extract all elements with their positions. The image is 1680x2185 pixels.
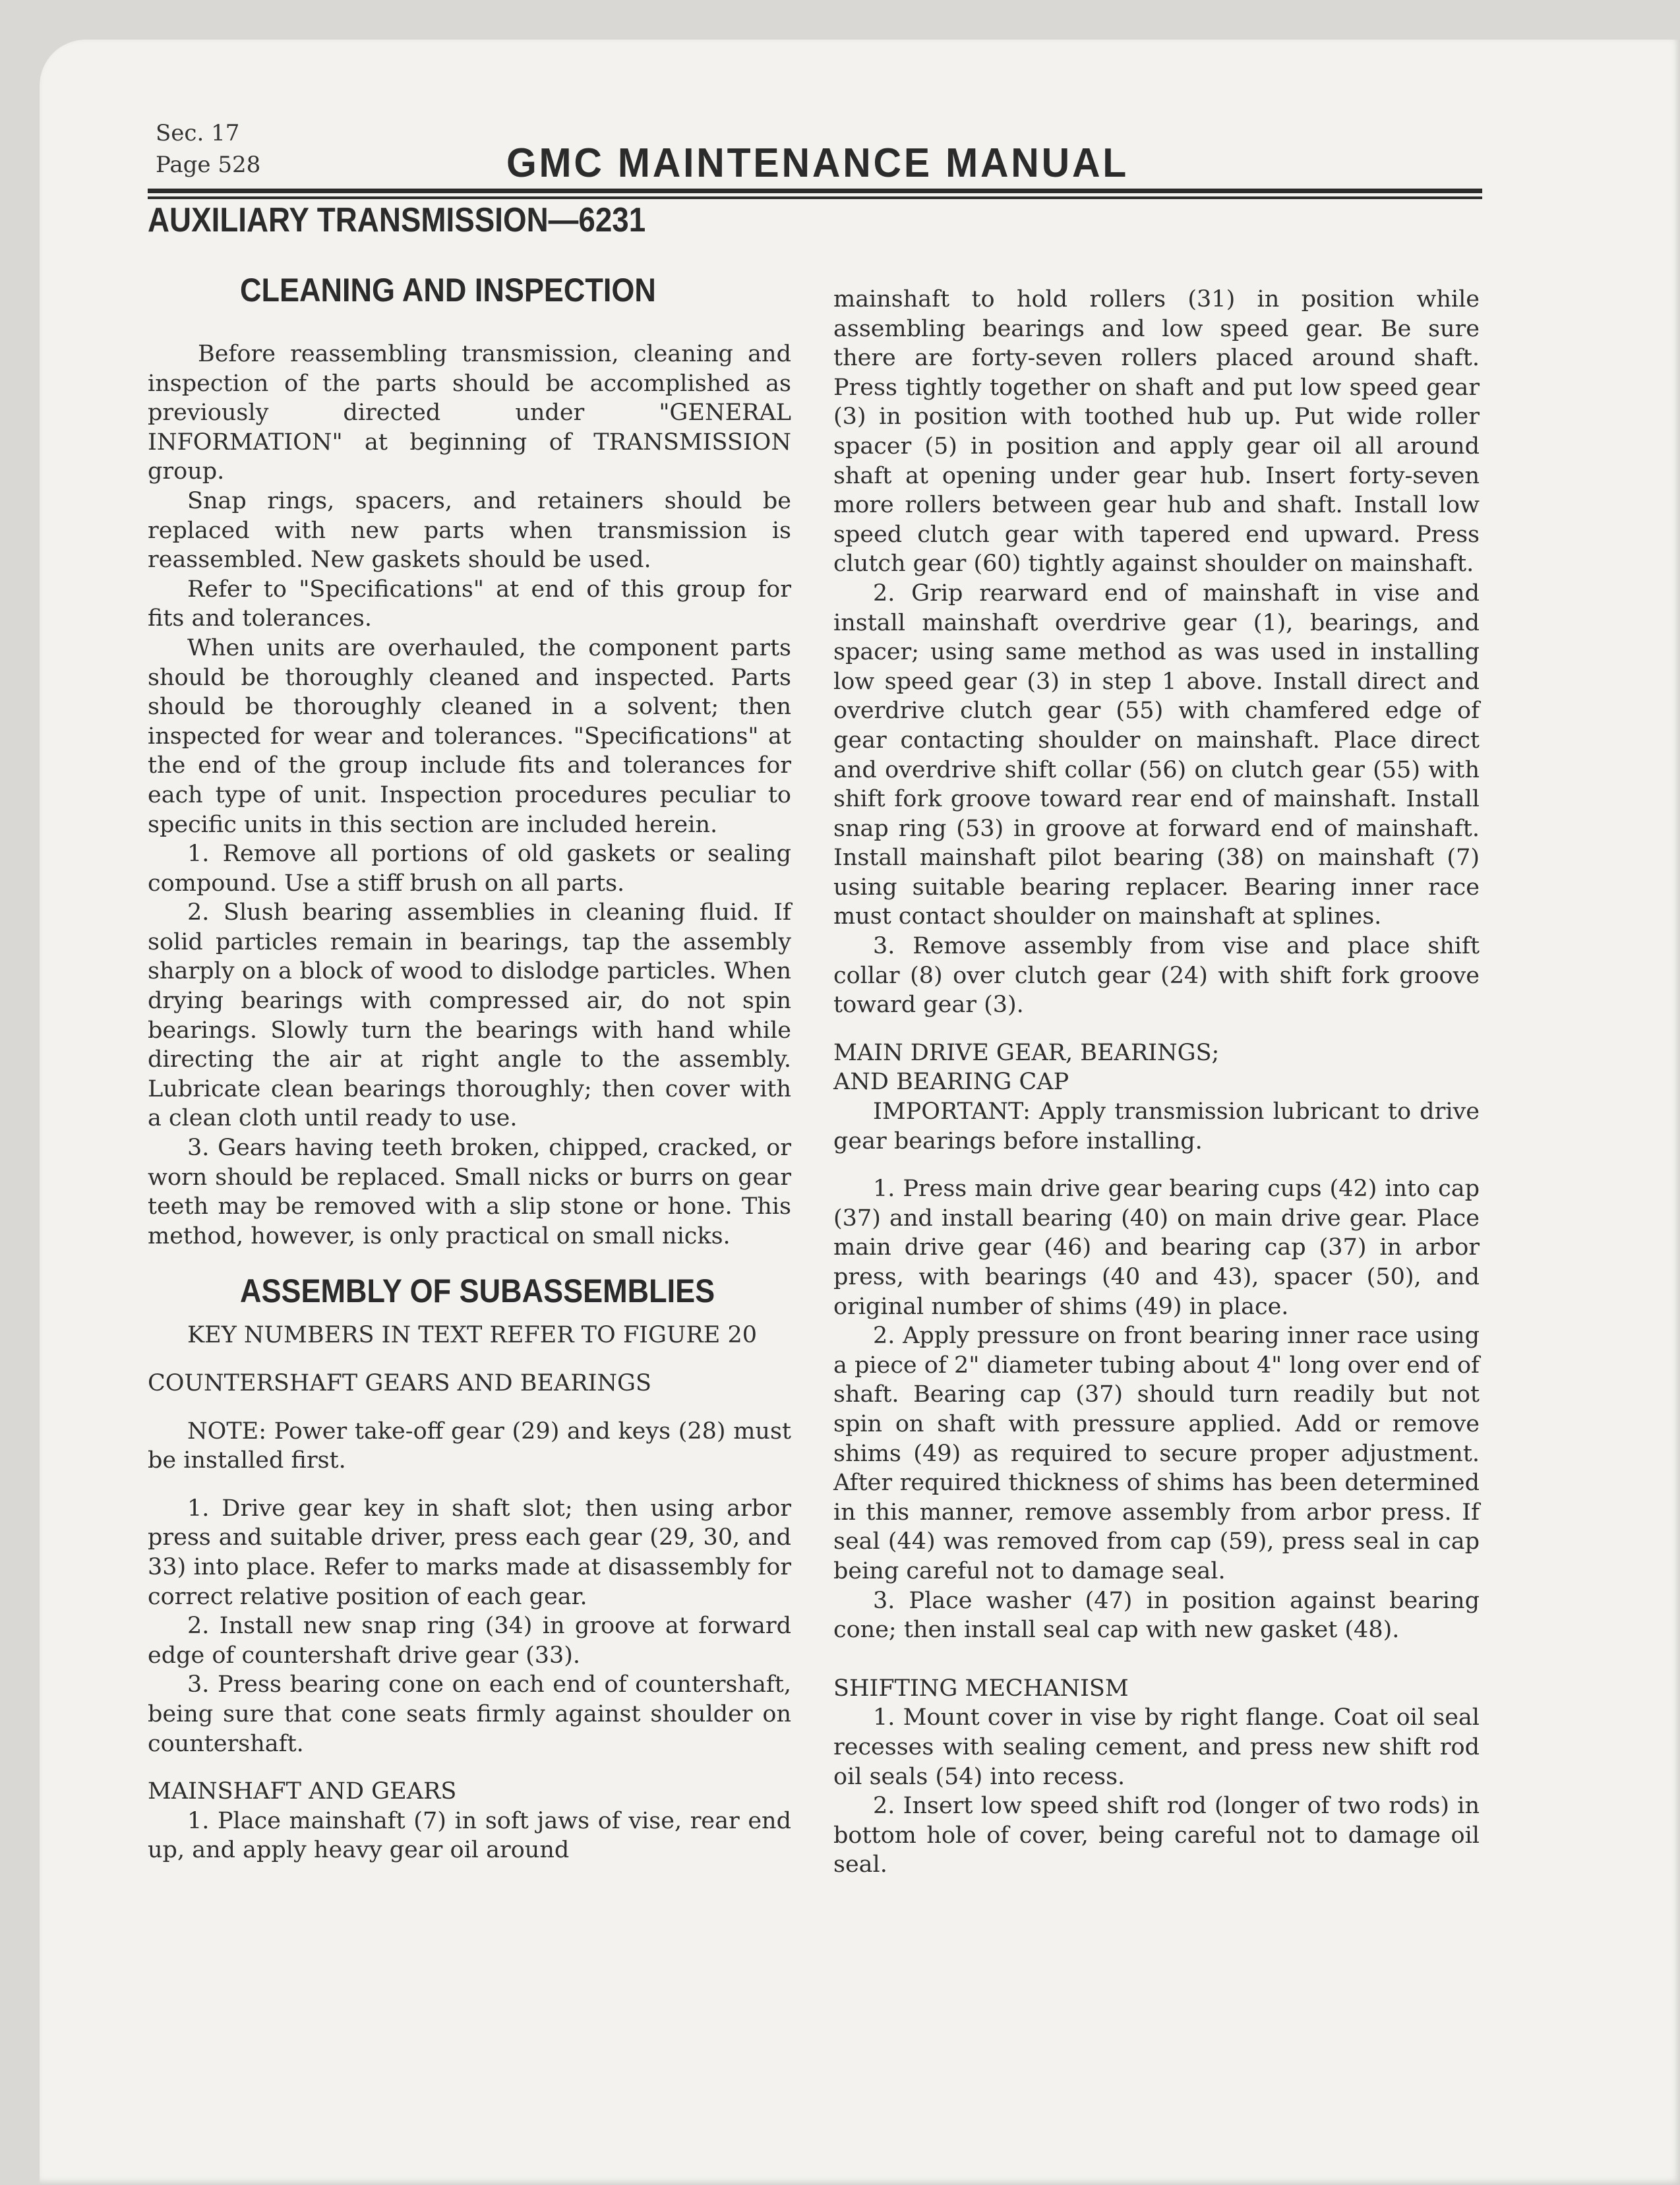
header-rule	[148, 196, 1482, 199]
paragraph: IMPORTANT: Apply transmission lubricant to drive gear bearings before installing.	[833, 1098, 1480, 1154]
paragraph: 3. Remove assembly from vise and place shift collar (8) over clutch gear (24) with shift fork groove toward gear (3).	[833, 933, 1480, 1019]
paragraph: 1. Drive gear key in shaft slot; then using arbor press and suitable driver, press each gear (29, 30, and 33) into place. Refer to marks made at disassembly for correct relative position of each gear.	[148, 1495, 791, 1610]
paragraph: 1. Place mainshaft (7) in soft jaws of vise, rear end up, and apply heavy gear oil around	[148, 1807, 791, 1864]
paragraph: KEY NUMBERS IN TEXT REFER TO FIGURE 20	[187, 1322, 757, 1349]
paragraph: 2. Install new snap ring (34) in groove at forward edge of countershaft drive gear (33).	[148, 1613, 791, 1669]
section-page-label	[156, 117, 260, 181]
subsection-heading: COUNTERSHAFT GEARS AND BEARINGS	[148, 1370, 651, 1396]
paragraph: Before reassembling transmission, cleaning and inspection of the parts should be accomplished as previously directed under "GENERAL INFORMATION" at beginning of TRANSMISSION group.	[148, 341, 791, 485]
subsection-heading: AND BEARING CAP	[833, 1069, 1069, 1096]
paragraph: 1. Mount cover in vise by right flange. Coat oil seal recesses with sealing cement, and press new shift rod oil seals (54) into recess.	[833, 1704, 1480, 1790]
paragraph: 3. Press bearing cone on each end of countershaft, being sure that cone seats firmly against shoulder on countershaft.	[148, 1671, 791, 1757]
manual-title: GMC MAINTENANCE MANUAL	[506, 140, 1129, 186]
section-heading: CLEANING AND INSPECTION	[240, 272, 656, 309]
paragraph: 1. Press main drive gear bearing cups (42) into cap (37) and install bearing (40) on main drive gear. Place main drive gear (46) and bearing cap (37) in arbor press, with bearings (40 and 43), spacer (50), and original number of shims (49) in place.	[833, 1176, 1480, 1320]
subsection-heading: SHIFTING MECHANISM	[833, 1675, 1129, 1702]
paragraph: 2. Insert low speed shift rod (longer of two rods) in bottom hole of cover, being careful not to damage oil seal.	[833, 1793, 1480, 1878]
paragraph: 2. Grip rearward end of mainshaft in vise and install mainshaft overdrive gear (1), bearings, and spacer; using same method as was used in installing low speed gear (3) in step 1 above. Install direct and overdrive clutch gear (55) with chamfered edge of gear contacting shoulder on mainshaft. Place direct and overdrive shift collar (56) on clutch gear (55) with shift fork groove toward rear end of mainshaft. Install snap ring (53) in groove at forward end of mainshaft. Install mainshaft pilot bearing (38) on mainshaft (7) using suitable bearing replacer. Bearing inner race must contact shoulder on mainshaft at splines.	[833, 580, 1480, 930]
subsection-heading: MAIN DRIVE GEAR, BEARINGS;	[833, 1039, 1220, 1066]
subsection-heading: MAINSHAFT AND GEARS	[148, 1778, 457, 1805]
paragraph: Refer to "Specifications" at end of this group for fits and tolerances.	[148, 576, 791, 632]
chapter-title: AUXILIARY TRANSMISSION—6231	[148, 201, 646, 239]
paragraph: 3. Place washer (47) in position against bearing cone; then install seal cap with new gasket (48).	[833, 1587, 1480, 1644]
paragraph: NOTE: Power take-off gear (29) and keys (28) must be installed first.	[148, 1418, 791, 1474]
paragraph: mainshaft to hold rollers (31) in position while assembling bearings and low speed gear. Be sure there are forty-seven rollers placed around shaft. Press tightly together on shaft and put low speed gear (3) in position with toothed hub up. Put wide roller spacer (5) in position and apply gear oil all around shaft at opening under gear hub. Insert forty-seven more rollers between gear hub and shaft. Install low speed clutch gear with tapered end upward. Press clutch gear (60) tightly against shoulder on mainshaft.	[833, 286, 1480, 578]
left-column	[148, 267, 791, 1865]
paragraph: Snap rings, spacers, and retainers should be replaced with new parts when transmission is reassembled. New gaskets should be used.	[148, 487, 791, 574]
paragraph: 1. Remove all portions of old gaskets or sealing compound. Use a stiff brush on all parts.	[148, 841, 791, 897]
section-heading: ASSEMBLY OF SUBASSEMBLIES	[240, 1272, 715, 1310]
right-column	[833, 285, 1480, 1880]
paragraph: 2. Slush bearing assemblies in cleaning fluid. If solid particles remain in bearings, tap the assembly sharply on a block of wood to dislodge particles. When drying bearings with compressed air, do not spin bearings. Slowly turn the bearings with hand while directing the air at right angle to the assembly. Lubricate clean bearings thoroughly; then cover with a clean cloth until ready to use.	[148, 899, 791, 1132]
page-number: Page 528	[156, 152, 261, 178]
section-number: Sec. 17	[156, 120, 240, 146]
header-rule	[148, 189, 1482, 193]
paragraph: 2. Apply pressure on front bearing inner race using a piece of 2" diameter tubing about 4" long over end of shaft. Bearing cap (37) should turn readily but not spin on shaft with pressure applied. Add or remove shims (49) as required to secure proper adjustment. After required thickness of shims has been determined in this manner, remove assembly from arbor press. If seal (44) was removed from cap (59), press seal in cap being careful not to damage seal.	[833, 1323, 1480, 1584]
paragraph: 3. Gears having teeth broken, chipped, cracked, or worn should be replaced. Small nicks or burrs on gear teeth may be removed with a slip stone or hone. This method, however, is only practical on small nicks.	[148, 1135, 791, 1249]
paragraph: When units are overhauled, the component parts should be thoroughly cleaned and inspected. Parts should be thoroughly cleaned in a solvent; then inspected for wear and tolerances. "Specifications" at the end of the group include fits and tolerances for each type of unit. Inspection procedures peculiar to specific units in this section are included herein.	[148, 634, 791, 838]
